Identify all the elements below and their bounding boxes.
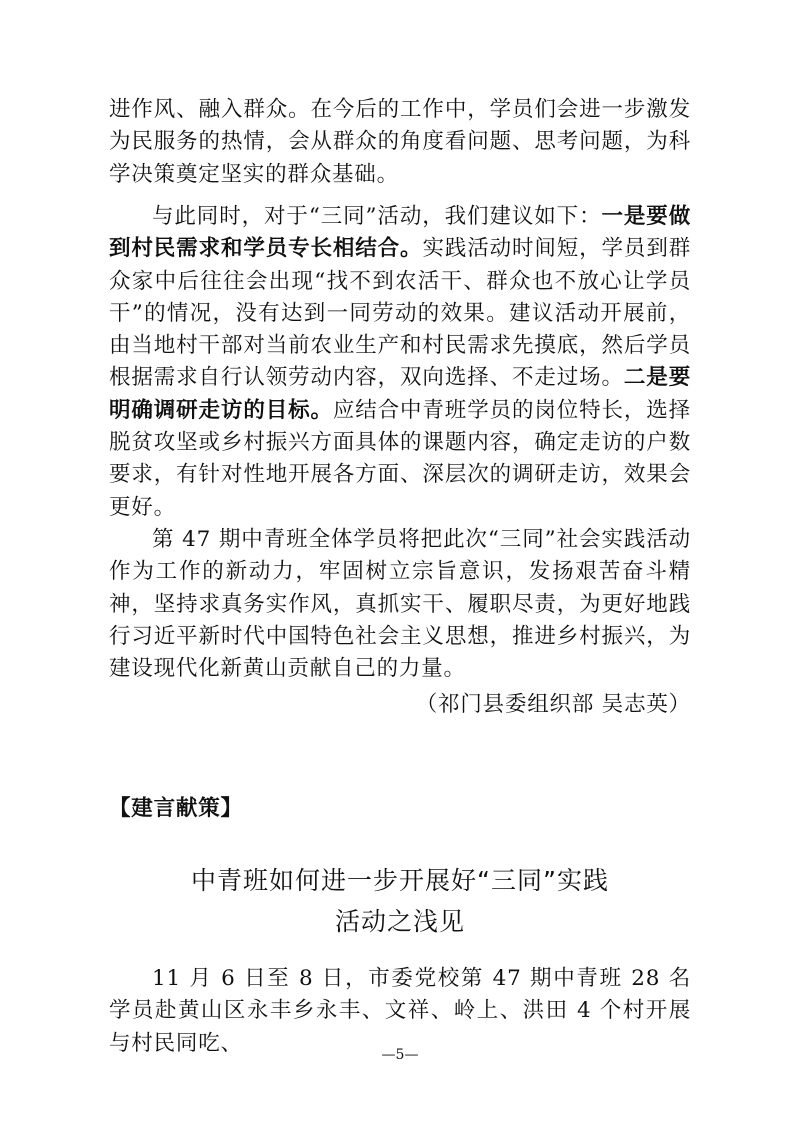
suggestion-intro: 与此同时，对于“三同”活动，我们建议如下： <box>152 204 602 229</box>
suggestion-two-heading: 二是要明确调研走访的目标。 <box>109 365 691 423</box>
page-number: —5— <box>381 1047 419 1063</box>
suggestion-one-heading: 一是要做到村民需求和学员专长相结合。 <box>109 204 691 262</box>
paragraph-text: 进作风、融入群众。在今后的工作中，学员们会进一步激发为民服务的热情，会从群众的角度看问题、思考问题，为科学决策奠定坚实的群众基础。 <box>109 97 691 187</box>
paragraph-text: 11 月 6 日至 8 日，市委党校第 47 期中青班 28 名学员赴黄山区永丰乡永丰、文祥、岭上、洪田 4 个村开展与村民同吃、 <box>109 966 691 1056</box>
article-title <box>100 860 700 942</box>
article-title-line: 中青班如何进一步开展好“三同”实践 <box>191 866 609 895</box>
paragraph-text <box>109 201 691 524</box>
article-title-line: 活动之浅见 <box>334 907 465 936</box>
suggestion-two-body: 应结合中青班学员的岗位特长，选择脱贫攻坚或乡村振兴方面具体的课题内容，确定走访的户数要求，有针对性地开展各方面、深层次的调研走访，效果会更好。 <box>109 397 691 520</box>
paragraph-suggestions <box>109 201 691 524</box>
section-label: 【建言献策】 <box>109 796 243 821</box>
paragraph-conclusion <box>109 524 691 685</box>
suggestion-one-body: 实践活动时间短，学员到群众家中后往往会出现“找不到农活干、群众也不放心让学员干”的情况，没有达到一同劳动的效果。建议活动开展前，由当地村干部对当前农业生产和村民需求先摸底，然后学员根据需求自行认领劳动内容，双向选择、不走过场。 <box>109 236 692 391</box>
paragraph-text: 第 47 期中青班全体学员将把此次“三同”社会实践活动作为工作的新动力，牢固树立宗旨意识，发扬艰苦奋斗精神，坚持求真务实作风，真抓实干、履职尽责，为更好地践行习近平新时代中国特色社会主义思想，推进乡村振兴，为建设现代化新黄山贡献自己的力量。 <box>109 527 691 682</box>
author-signature: （祁门县委组织部 吴志英） <box>415 692 691 717</box>
paragraph-continuation <box>109 94 691 191</box>
